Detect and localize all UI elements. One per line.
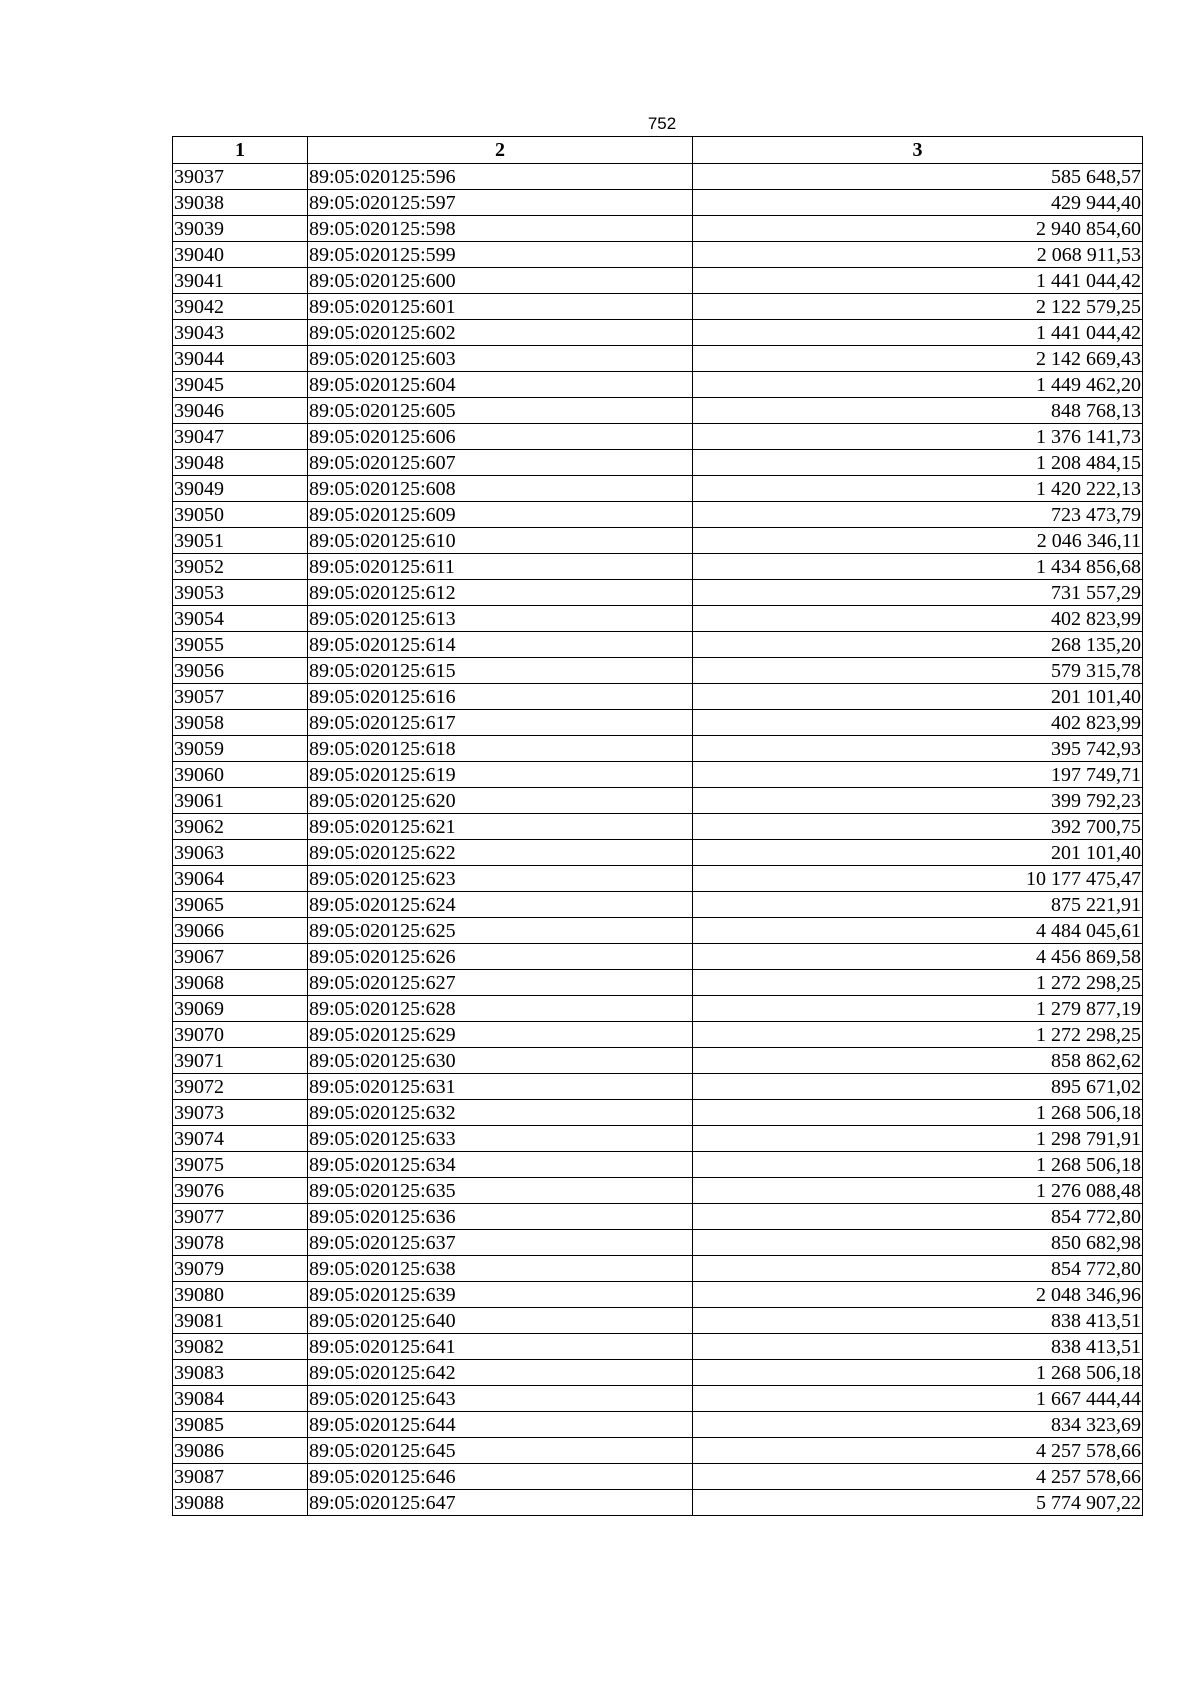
cadastral-value-cell: 201 101,40 [693,840,1143,866]
cadastral-number-cell: 89:05:020125:605 [308,398,693,424]
row-number-cell: 39039 [173,216,308,242]
row-number-cell: 39072 [173,1074,308,1100]
cadastral-number-cell: 89:05:020125:596 [308,164,693,190]
cadastral-value-cell: 392 700,75 [693,814,1143,840]
cadastral-number-cell: 89:05:020125:627 [308,970,693,996]
row-number-cell: 39056 [173,658,308,684]
cadastral-number-cell: 89:05:020125:644 [308,1412,693,1438]
cadastral-value-cell: 1 667 444,44 [693,1386,1143,1412]
row-number-cell: 39077 [173,1204,308,1230]
cadastral-value-cell: 1 441 044,42 [693,320,1143,346]
table-body [173,164,1143,1516]
row-number-cell: 39076 [173,1178,308,1204]
row-number-cell: 39079 [173,1256,308,1282]
cadastral-number-cell: 89:05:020125:611 [308,554,693,580]
cadastral-number-cell: 89:05:020125:639 [308,1282,693,1308]
table-row [173,1152,1143,1178]
row-number-cell: 39057 [173,684,308,710]
row-number-cell: 39075 [173,1152,308,1178]
table-row [173,528,1143,554]
row-number-cell: 39048 [173,450,308,476]
cadastral-number-cell: 89:05:020125:617 [308,710,693,736]
cadastral-value-cell: 399 792,23 [693,788,1143,814]
row-number-cell: 39063 [173,840,308,866]
row-number-cell: 39085 [173,1412,308,1438]
table-row [173,1074,1143,1100]
cadastral-number-cell: 89:05:020125:612 [308,580,693,606]
row-number-cell: 39055 [173,632,308,658]
cadastral-number-cell: 89:05:020125:621 [308,814,693,840]
table-row [173,918,1143,944]
row-number-cell: 39081 [173,1308,308,1334]
row-number-cell: 39053 [173,580,308,606]
cadastral-value-cell: 838 413,51 [693,1308,1143,1334]
cadastral-value-cell: 895 671,02 [693,1074,1143,1100]
cadastral-number-cell: 89:05:020125:604 [308,372,693,398]
cadastral-value-cell: 268 135,20 [693,632,1143,658]
cadastral-number-cell: 89:05:020125:645 [308,1438,693,1464]
cadastral-value-cell: 2 068 911,53 [693,242,1143,268]
cadastral-number-cell: 89:05:020125:628 [308,996,693,1022]
table-row [173,1126,1143,1152]
table-row [173,1048,1143,1074]
table-row [173,658,1143,684]
row-number-cell: 39040 [173,242,308,268]
cadastral-number-cell: 89:05:020125:602 [308,320,693,346]
column-header-2: 2 [308,137,693,164]
cadastral-number-cell: 89:05:020125:623 [308,866,693,892]
table-row [173,892,1143,918]
table-row [173,1256,1143,1282]
row-number-cell: 39083 [173,1360,308,1386]
table-row [173,1204,1143,1230]
row-number-cell: 39069 [173,996,308,1022]
cadastral-value-cell: 2 046 346,11 [693,528,1143,554]
table-row [173,164,1143,190]
cadastral-value-cell: 834 323,69 [693,1412,1143,1438]
table-row [173,996,1143,1022]
table-row [173,346,1143,372]
cadastral-number-cell: 89:05:020125:616 [308,684,693,710]
cadastral-number-cell: 89:05:020125:629 [308,1022,693,1048]
cadastral-value-cell: 2 122 579,25 [693,294,1143,320]
cadastral-number-cell: 89:05:020125:636 [308,1204,693,1230]
row-number-cell: 39061 [173,788,308,814]
cadastral-value-cell: 1 420 222,13 [693,476,1143,502]
cadastral-number-cell: 89:05:020125:630 [308,1048,693,1074]
table-row [173,1282,1143,1308]
page-number: 752 [647,114,677,133]
table-row [173,736,1143,762]
table-row [173,424,1143,450]
cadastral-value-cell: 1 272 298,25 [693,1022,1143,1048]
row-number-cell: 39080 [173,1282,308,1308]
cadastral-number-cell: 89:05:020125:607 [308,450,693,476]
table-row [173,1334,1143,1360]
cadastral-value-cell: 2 048 346,96 [693,1282,1143,1308]
cadastral-number-cell: 89:05:020125:631 [308,1074,693,1100]
cadastral-value-table [172,136,1143,1516]
table-row [173,684,1143,710]
cadastral-number-cell: 89:05:020125:638 [308,1256,693,1282]
table-row [173,502,1143,528]
row-number-cell: 39042 [173,294,308,320]
cadastral-value-cell: 1 298 791,91 [693,1126,1143,1152]
row-number-cell: 39038 [173,190,308,216]
row-number-cell: 39087 [173,1464,308,1490]
cadastral-value-cell: 838 413,51 [693,1334,1143,1360]
row-number-cell: 39074 [173,1126,308,1152]
table-row [173,1438,1143,1464]
table-row [173,450,1143,476]
table-row [173,294,1143,320]
row-number-cell: 39071 [173,1048,308,1074]
cadastral-number-cell: 89:05:020125:614 [308,632,693,658]
row-number-cell: 39067 [173,944,308,970]
table-row [173,554,1143,580]
cadastral-value-cell: 585 648,57 [693,164,1143,190]
cadastral-value-cell: 429 944,40 [693,190,1143,216]
table-row [173,1412,1143,1438]
row-number-cell: 39078 [173,1230,308,1256]
table-header-row [173,137,1143,164]
row-number-cell: 39052 [173,554,308,580]
table-row [173,580,1143,606]
table-row [173,866,1143,892]
table-row [173,268,1143,294]
row-number-cell: 39037 [173,164,308,190]
table-row [173,216,1143,242]
table-row [173,632,1143,658]
cadastral-number-cell: 89:05:020125:647 [308,1490,693,1516]
cadastral-value-cell: 5 774 907,22 [693,1490,1143,1516]
table-row [173,1360,1143,1386]
cadastral-value-cell: 402 823,99 [693,710,1143,736]
table-row [173,1490,1143,1516]
cadastral-value-cell: 731 557,29 [693,580,1143,606]
cadastral-value-cell: 395 742,93 [693,736,1143,762]
cadastral-value-cell: 10 177 475,47 [693,866,1143,892]
row-number-cell: 39059 [173,736,308,762]
cadastral-value-cell: 1 279 877,19 [693,996,1143,1022]
row-number-cell: 39070 [173,1022,308,1048]
cadastral-value-cell: 1 449 462,20 [693,372,1143,398]
cadastral-number-cell: 89:05:020125:600 [308,268,693,294]
cadastral-number-cell: 89:05:020125:610 [308,528,693,554]
cadastral-number-cell: 89:05:020125:640 [308,1308,693,1334]
row-number-cell: 39062 [173,814,308,840]
cadastral-value-cell: 2 940 854,60 [693,216,1143,242]
table-row [173,242,1143,268]
cadastral-value-cell: 1 434 856,68 [693,554,1143,580]
cadastral-number-cell: 89:05:020125:601 [308,294,693,320]
cadastral-value-cell: 2 142 669,43 [693,346,1143,372]
cadastral-number-cell: 89:05:020125:613 [308,606,693,632]
row-number-cell: 39066 [173,918,308,944]
cadastral-number-cell: 89:05:020125:608 [308,476,693,502]
row-number-cell: 39073 [173,1100,308,1126]
table-row [173,606,1143,632]
row-number-cell: 39064 [173,866,308,892]
cadastral-number-cell: 89:05:020125:599 [308,242,693,268]
table-row [173,1100,1143,1126]
table-row [173,372,1143,398]
row-number-cell: 39047 [173,424,308,450]
table-row [173,1178,1143,1204]
table-row [173,944,1143,970]
cadastral-number-cell: 89:05:020125:598 [308,216,693,242]
cadastral-value-cell: 4 257 578,66 [693,1464,1143,1490]
row-number-cell: 39084 [173,1386,308,1412]
table-row [173,398,1143,424]
cadastral-value-cell: 4 257 578,66 [693,1438,1143,1464]
cadastral-number-cell: 89:05:020125:632 [308,1100,693,1126]
cadastral-value-cell: 1 272 298,25 [693,970,1143,996]
table-row [173,788,1143,814]
cadastral-value-cell: 1 268 506,18 [693,1360,1143,1386]
table-row [173,1386,1143,1412]
table-row [173,970,1143,996]
table-row [173,1022,1143,1048]
cadastral-value-cell: 1 208 484,15 [693,450,1143,476]
cadastral-value-cell: 875 221,91 [693,892,1143,918]
cadastral-value-cell: 197 749,71 [693,762,1143,788]
column-header-1: 1 [173,137,308,164]
cadastral-value-cell: 4 456 869,58 [693,944,1143,970]
cadastral-number-cell: 89:05:020125:626 [308,944,693,970]
row-number-cell: 39041 [173,268,308,294]
cadastral-number-cell: 89:05:020125:619 [308,762,693,788]
row-number-cell: 39046 [173,398,308,424]
cadastral-number-cell: 89:05:020125:603 [308,346,693,372]
row-number-cell: 39060 [173,762,308,788]
cadastral-number-cell: 89:05:020125:618 [308,736,693,762]
table-row [173,320,1143,346]
cadastral-number-cell: 89:05:020125:633 [308,1126,693,1152]
row-number-cell: 39054 [173,606,308,632]
cadastral-value-cell: 4 484 045,61 [693,918,1143,944]
table-row [173,476,1143,502]
row-number-cell: 39082 [173,1334,308,1360]
cadastral-value-cell: 850 682,98 [693,1230,1143,1256]
cadastral-value-cell: 402 823,99 [693,606,1143,632]
table-row [173,1464,1143,1490]
row-number-cell: 39058 [173,710,308,736]
cadastral-number-cell: 89:05:020125:634 [308,1152,693,1178]
column-header-3: 3 [693,137,1143,164]
cadastral-value-cell: 1 268 506,18 [693,1152,1143,1178]
cadastral-number-cell: 89:05:020125:625 [308,918,693,944]
cadastral-value-cell: 848 768,13 [693,398,1143,424]
cadastral-number-cell: 89:05:020125:635 [308,1178,693,1204]
row-number-cell: 39088 [173,1490,308,1516]
cadastral-number-cell: 89:05:020125:641 [308,1334,693,1360]
cadastral-number-cell: 89:05:020125:624 [308,892,693,918]
cadastral-value-cell: 854 772,80 [693,1256,1143,1282]
cadastral-value-cell: 854 772,80 [693,1204,1143,1230]
row-number-cell: 39045 [173,372,308,398]
table-row [173,840,1143,866]
cadastral-number-cell: 89:05:020125:643 [308,1386,693,1412]
row-number-cell: 39086 [173,1438,308,1464]
cadastral-number-cell: 89:05:020125:622 [308,840,693,866]
cadastral-value-cell: 201 101,40 [693,684,1143,710]
cadastral-number-cell: 89:05:020125:597 [308,190,693,216]
row-number-cell: 39050 [173,502,308,528]
row-number-cell: 39049 [173,476,308,502]
cadastral-value-cell: 723 473,79 [693,502,1143,528]
row-number-cell: 39043 [173,320,308,346]
table-row [173,1230,1143,1256]
table-row [173,814,1143,840]
row-number-cell: 39044 [173,346,308,372]
row-number-cell: 39065 [173,892,308,918]
cadastral-value-cell: 1 268 506,18 [693,1100,1143,1126]
cadastral-value-cell: 1 276 088,48 [693,1178,1143,1204]
cadastral-number-cell: 89:05:020125:615 [308,658,693,684]
cadastral-number-cell: 89:05:020125:606 [308,424,693,450]
table-row [173,710,1143,736]
row-number-cell: 39068 [173,970,308,996]
cadastral-number-cell: 89:05:020125:637 [308,1230,693,1256]
cadastral-value-cell: 1 441 044,42 [693,268,1143,294]
cadastral-number-cell: 89:05:020125:646 [308,1464,693,1490]
table-row [173,1308,1143,1334]
cadastral-number-cell: 89:05:020125:609 [308,502,693,528]
table-row [173,762,1143,788]
table-row [173,190,1143,216]
cadastral-value-cell: 858 862,62 [693,1048,1143,1074]
cadastral-value-cell: 579 315,78 [693,658,1143,684]
cadastral-value-cell: 1 376 141,73 [693,424,1143,450]
row-number-cell: 39051 [173,528,308,554]
cadastral-number-cell: 89:05:020125:620 [308,788,693,814]
cadastral-number-cell: 89:05:020125:642 [308,1360,693,1386]
